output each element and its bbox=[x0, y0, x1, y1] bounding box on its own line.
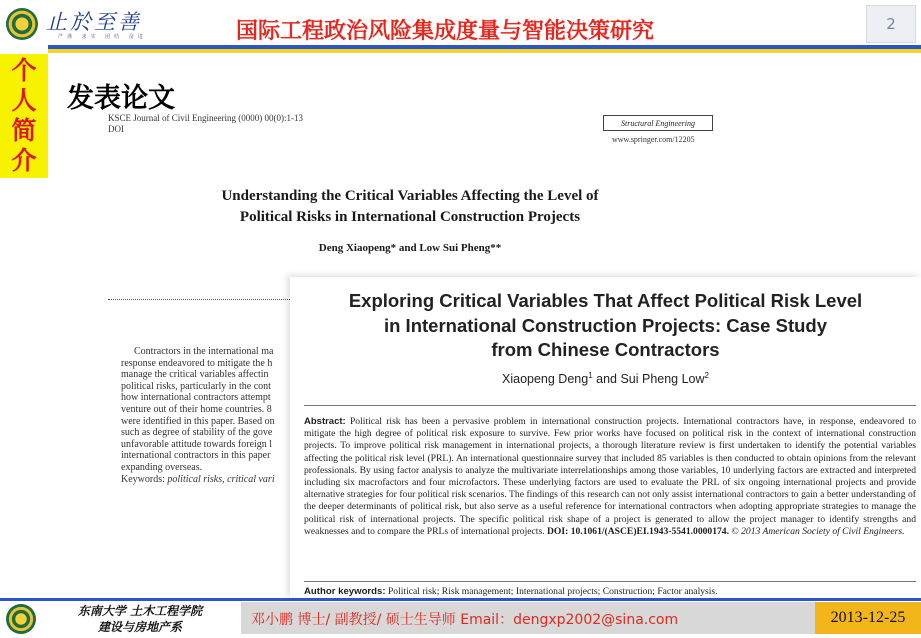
paper1-abstract-line: international contractors in this paper bbox=[121, 450, 271, 462]
university-logo-icon bbox=[6, 8, 38, 40]
paper1-abstract-line: how international contractors attempt bbox=[121, 392, 271, 404]
paper1-keywords-text: political risks, critical vari bbox=[167, 473, 275, 485]
page-number: 2 bbox=[866, 5, 916, 43]
header-divider-yellow bbox=[48, 49, 921, 53]
paper1-abstract-line: response endeavored to mitigate the h bbox=[121, 357, 273, 369]
paper2-keywords bbox=[304, 586, 916, 597]
footer-organization bbox=[60, 603, 220, 635]
paper1-dotted-rule bbox=[108, 299, 298, 300]
paper2-page bbox=[290, 277, 921, 599]
paper1-keywords-label: Keywords: bbox=[121, 473, 165, 485]
paper2-abstract bbox=[304, 416, 916, 538]
paper1-abstract-line: unfavorable attitude towards foreign l bbox=[121, 438, 273, 450]
paper1-abstract-line: such as degree of stability of the gove bbox=[121, 427, 273, 439]
paper2-title bbox=[290, 289, 921, 363]
university-logo-footer-icon bbox=[6, 604, 36, 634]
slide-title: 国际工程政治风险集成度量与智能决策研究 bbox=[236, 19, 655, 44]
paper1-title bbox=[150, 186, 670, 228]
paper2-doi: DOI: 10.1061/(ASCE)EI.1943-5541.0000174. bbox=[546, 525, 730, 537]
footer-org-line: 东南大学 土木工程学院 bbox=[77, 604, 203, 618]
slide-header bbox=[0, 0, 921, 54]
side-label-char: 个 bbox=[11, 56, 37, 85]
paper2-author1: Xiaopeng Deng bbox=[502, 372, 589, 387]
paper2-author2-affiliation: 2 bbox=[704, 371, 709, 380]
paper2-title-line: from Chinese Contractors bbox=[491, 339, 720, 360]
paper1-abstract-line: Contractors in the international ma bbox=[134, 346, 274, 357]
side-label-char: 介 bbox=[11, 146, 37, 175]
paper2-copyright: © 2013 American Society of Civil Engineers. bbox=[731, 525, 905, 537]
section-title: 发表论文 bbox=[67, 83, 175, 114]
paper1-keywords bbox=[121, 474, 290, 486]
paper1-abstract bbox=[121, 346, 290, 501]
paper1-journal-info bbox=[108, 113, 303, 135]
paper2-keywords-rule bbox=[304, 581, 916, 582]
footer-org-line: 建设与房地产系 bbox=[97, 620, 182, 634]
paper1-title-line: Understanding the Critical Variables Affecting the Level of bbox=[221, 188, 599, 204]
paper2-keywords-text: Political risk; Risk management; International projects; Construction; Factor analysis. bbox=[387, 586, 718, 597]
side-section-label bbox=[0, 54, 48, 178]
paper1-title-line: Political Risks in International Construction Projects bbox=[239, 209, 581, 225]
paper1-authors: Deng Xiaopeng* and Low Sui Pheng** bbox=[318, 242, 502, 254]
paper2-abstract-text: Political risk has been a pervasive problem in international construction projects. International contractors have, in response, endeavored to mitigate the high degree of political risk exposure to survive. Few prior works have focused on political risk in the context of international construction projects. To improve political risk management in international projects, a thorough literature review is first undertaken to identify the potential variables affecting the political risk level (PRL). An international questionnaire survey that included 85 variables is then conducted to obtain opinions from the relevant professionals. By using factor analysis to analyze the multivariate interrelationships among those variables, 10 underlying factors are extracted and interpreted including six macrofactors and four microfactors. These underlying factors are used to evaluate the PRL of six ongoing international projects and provide alternative strategies for four political risk scenarios. The findings of this research can not only assist international contractors to gain a better understanding of the deeper determinants of political risk, but also serve as a useful reference for international contractors when adopting appropriate strategies to manage the political risk of international projects. The specific political risk shape of a project is generated to allow the project manager to identify strengths and weaknesses and to compare the PRLs of international projects. bbox=[304, 416, 916, 537]
paper1-journal-line: KSCE Journal of Civil Engineering (0000) 00(0):1-13 bbox=[108, 113, 303, 123]
side-label-char: 简 bbox=[11, 116, 37, 145]
paper2-author1-affiliation: 1 bbox=[588, 371, 593, 380]
slide-footer bbox=[0, 598, 921, 638]
paper1-abstract-line: manage the critical variables affectin bbox=[121, 369, 269, 381]
university-motto-subtitle: 严谨 求实 团结 奋进 bbox=[58, 34, 147, 40]
paper2-authors bbox=[290, 371, 921, 386]
footer-divider bbox=[0, 598, 921, 601]
side-label-char: 人 bbox=[11, 86, 37, 115]
paper1-abstract-line: were identified in this paper. Based on bbox=[121, 415, 275, 427]
footer-date: 2013-12-25 bbox=[815, 602, 921, 634]
paper1-url: www.springer.com/12205 bbox=[612, 135, 695, 144]
paper1-abstract-line: expanding overseas. bbox=[121, 461, 203, 473]
paper1-doi-label: DOI bbox=[108, 124, 124, 134]
paper1-category-box: Structural Engineering bbox=[603, 115, 713, 131]
paper2-top-rule bbox=[304, 405, 916, 406]
paper2-title-line: Exploring Critical Variables That Affect Political Risk Level bbox=[348, 290, 863, 311]
footer-contact: 邓小鹏 博士/ 副教授/ 硕士生导师 Email：dengxp2002@sina.com bbox=[251, 612, 679, 628]
paper1-abstract-line: venture out of their home countries. 8 bbox=[121, 403, 272, 415]
university-motto: 止於至善 bbox=[46, 10, 142, 34]
paper1-abstract-line: political risks, particularly in the cont bbox=[121, 380, 271, 392]
paper2-abstract-label: Abstract: bbox=[304, 416, 346, 427]
paper2-title-line: in International Construction Projects: Case Study bbox=[383, 314, 828, 336]
paper2-author2: and Sui Pheng Low bbox=[592, 372, 705, 387]
paper2-keywords-label: Author keywords: bbox=[304, 586, 386, 597]
